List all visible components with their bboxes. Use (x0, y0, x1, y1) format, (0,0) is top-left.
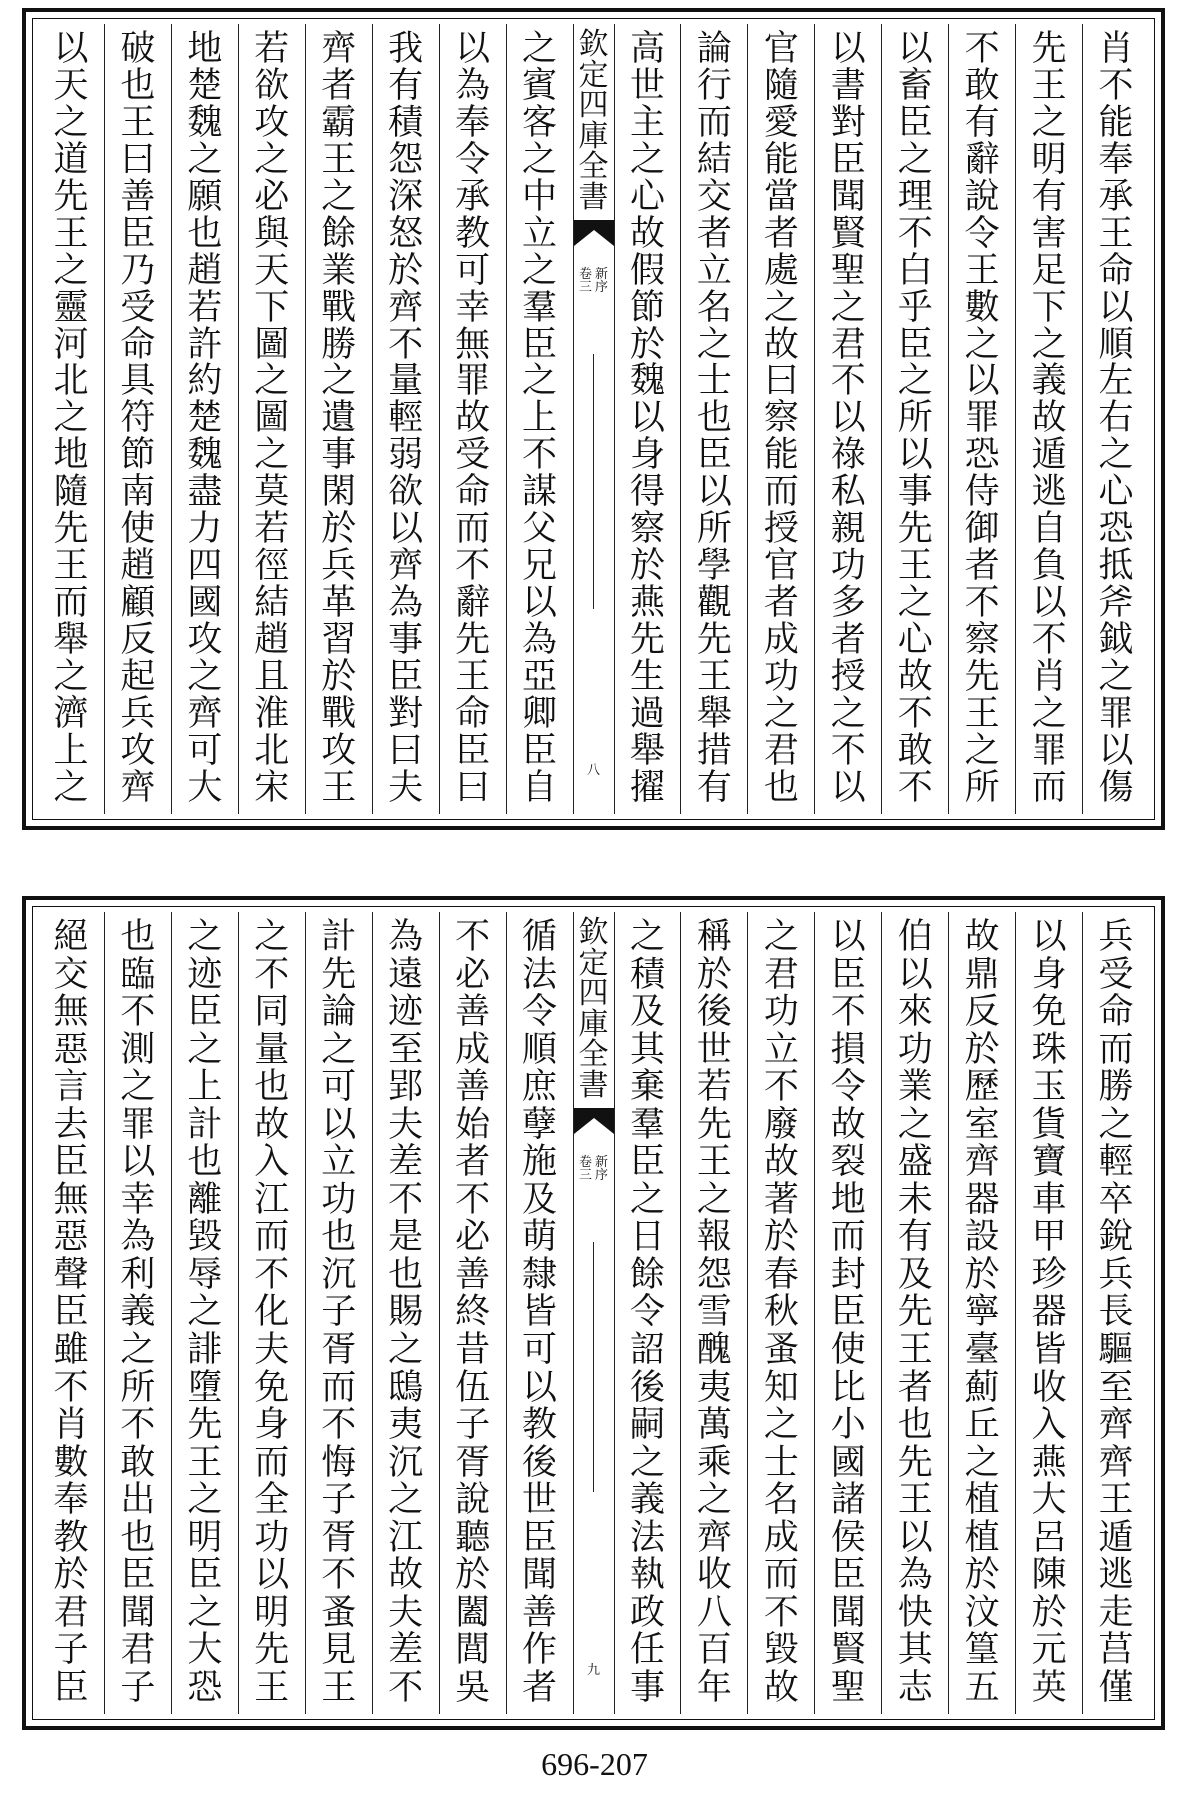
center-rule (593, 354, 594, 609)
text-column: 之 迹 臣 之 上 計 也 離 毀 辱 之 誹 墮 先 王 之 明 臣 之 大 恐 (171, 912, 238, 1714)
volume-label: 卷 三 (578, 266, 592, 296)
center-margin-column (573, 912, 614, 1714)
text-column: 以 書 對 臣 聞 賢 聖 之 君 不 以 祿 私 親 功 多 者 授 之 不 以 (814, 24, 881, 814)
book-name-label: 新 序 (595, 1154, 609, 1184)
text-column: 之 不 同 量 也 故 入 江 而 不 化 夫 免 身 而 全 功 以 明 先 王 (238, 912, 305, 1714)
page-number: 696-207 (541, 1746, 648, 1782)
center-rule (593, 1242, 594, 1492)
text-column: 計 先 論 之 可 以 立 功 也 沉 子 胥 而 不 悔 子 胥 不 蚤 見 王 (305, 912, 372, 1714)
text-column: 以 為 奉 令 承 教 可 幸 無 罪 故 受 命 而 不 辭 先 王 命 臣 曰 (439, 24, 506, 814)
text-column: 以 天 之 道 先 王 之 靈 河 北 之 地 隨 先 王 而 舉 之 濟 上 之 (53, 29, 89, 808)
text-column: 破 也 王 曰 善 臣 乃 受 命 具 符 節 南 使 趙 顧 反 起 兵 攻 齊 (104, 24, 171, 814)
text-column: 以 畜 臣 之 理 不 白 乎 臣 之 所 以 事 先 王 之 心 故 不 敢 不 (881, 24, 948, 814)
fish-tail-mark-icon (574, 220, 614, 246)
book-name-label: 新 序 (595, 266, 609, 296)
text-column: 地 楚 魏 之 願 也 趙 若 許 約 楚 魏 盡 力 四 國 攻 之 齊 可 大 (171, 24, 238, 814)
text-column: 齊 者 霸 王 之 餘 業 戰 勝 之 遺 事 閑 於 兵 革 習 於 戰 攻 王 (305, 24, 372, 814)
text-column: 不 敢 有 辭 說 令 王 數 之 以 罪 恐 侍 御 者 不 察 先 王 之 所 (948, 24, 1015, 814)
text-column: 絕 交 無 惡 言 去 臣 無 惡 聲 臣 雖 不 肖 數 奉 教 於 君 子 臣 (53, 917, 89, 1708)
fish-tail-mark-icon (574, 1108, 614, 1134)
folio-number: 九 (586, 1663, 600, 1678)
text-column: 也 臨 不 測 之 罪 以 幸 為 利 義 之 所 不 敢 出 也 臣 聞 君 子 (104, 912, 171, 1714)
text-column: 之 賓 客 之 中 立 之 羣 臣 之 上 不 謀 父 兄 以 為 亞 卿 臣 自 (506, 24, 573, 814)
text-column: 稱 於 後 世 若 先 王 之 報 怨 雪 醜 夷 萬 乘 之 齊 收 八 百 年 (680, 912, 747, 1714)
text-column: 若 欲 攻 之 必 與 天 下 圖 之 圖 之 莫 若 徑 結 趙 且 淮 北 宋 (238, 24, 305, 814)
upper-page (22, 8, 1165, 830)
lower-page-text-area (38, 912, 1149, 1714)
book-title: 欽 定 四 庫 全 書 (578, 27, 609, 215)
folio-number: 八 (586, 763, 600, 778)
text-column: 以 身 免 珠 玉 貨 寶 車 甲 珍 器 皆 收 入 燕 大 呂 陳 於 元 英 (1015, 912, 1082, 1714)
chapter-label (579, 1156, 608, 1183)
text-column: 故 鼎 反 於 歷 室 齊 器 設 於 寧 臺 薊 丘 之 植 植 於 汶 篁 五 (948, 912, 1015, 1714)
chapter-label (579, 268, 608, 295)
text-column: 兵 受 命 而 勝 之 輕 卒 銳 兵 長 驅 至 齊 齊 王 遁 逃 走 莒 僅 (1082, 912, 1149, 1714)
text-column: 先 王 之 明 有 害 足 下 之 義 故 遁 逃 自 負 以 不 肖 之 罪 而 (1015, 24, 1082, 814)
text-column: 循 法 令 順 庶 孽 施 及 萌 隸 皆 可 以 教 後 世 臣 聞 善 作 者 (506, 912, 573, 1714)
text-column: 為 遠 迹 至 郢 夫 差 不 是 也 賜 之 鴟 夷 沉 之 江 故 夫 差 不 (372, 912, 439, 1714)
upper-page-text-area (38, 24, 1149, 814)
text-column: 之 君 功 立 不 廢 故 著 於 春 秋 蚤 知 之 士 名 成 而 不 毀 故 (747, 912, 814, 1714)
text-column: 之 積 及 其 棄 羣 臣 之 日 餘 令 詔 後 嗣 之 義 法 執 政 任 事 (614, 912, 681, 1714)
book-title: 欽 定 四 庫 全 書 (578, 915, 609, 1103)
lower-page (22, 896, 1165, 1730)
text-column: 我 有 積 怨 深 怒 於 齊 不 量 輕 弱 欲 以 齊 為 事 臣 對 曰 夫 (372, 24, 439, 814)
text-column: 高 世 主 之 心 故 假 節 於 魏 以 身 得 察 於 燕 先 生 過 舉 擢 (614, 24, 681, 814)
text-column: 肖 不 能 奉 承 王 命 以 順 左 右 之 心 恐 抵 斧 鉞 之 罪 以 傷 (1082, 24, 1149, 814)
text-column: 論 行 而 結 交 者 立 名 之 士 也 臣 以 所 學 觀 先 王 舉 措 有 (680, 24, 747, 814)
text-column: 伯 以 來 功 業 之 盛 未 有 及 先 王 者 也 先 王 以 為 快 其 志 (881, 912, 948, 1714)
center-margin-column (573, 24, 614, 814)
text-column: 不 必 善 成 善 始 者 不 必 善 終 昔 伍 子 胥 說 聽 於 闔 閭 吳 (439, 912, 506, 1714)
volume-label: 卷 三 (578, 1154, 592, 1184)
text-column: 以 臣 不 損 令 故 裂 地 而 封 臣 使 比 小 國 諸 侯 臣 聞 賢 聖 (814, 912, 881, 1714)
text-column: 官 隨 愛 能 當 者 處 之 故 曰 察 能 而 授 官 者 成 功 之 君 也 (747, 24, 814, 814)
